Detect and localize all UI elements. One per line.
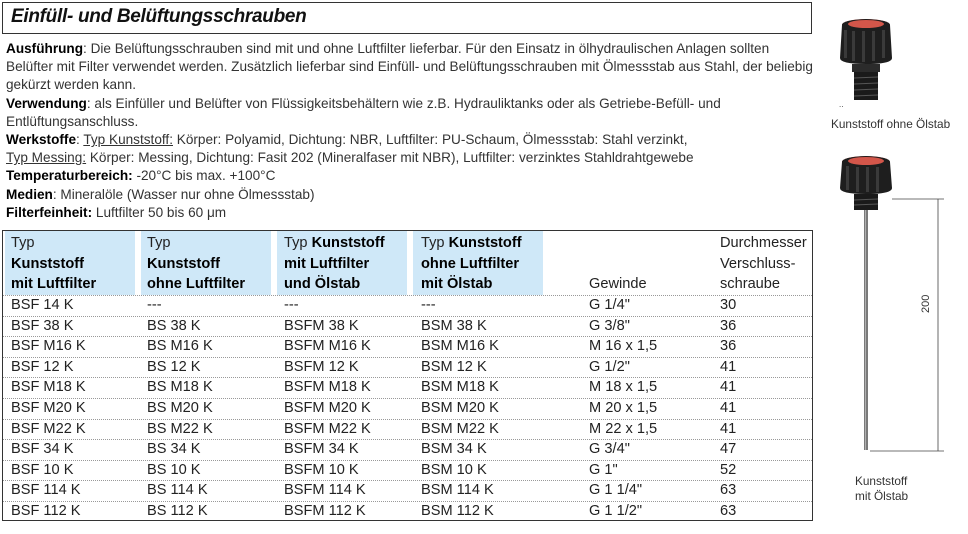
header-col-3	[284, 233, 385, 295]
table-cell: BSM M18 K	[421, 379, 499, 396]
ausfuehrung-text: : Die Belüftungsschrauben sind mit und ohne Luftfilter lieferbar. Für den Einsatz in ölhydraulischen Anlagen sollten Belüfter mit Filter verwendet werden. Zusätzlich lieferbar sind Einfüll- und Belüftungsschrauben mit Ölmessstab aus Stahl, der beliebig gekürzt werden kann.	[6, 41, 813, 93]
table-cell: BSF 12 K	[11, 358, 74, 375]
table-cell: M 18 x 1,5	[589, 379, 658, 396]
table-cell: BS 12 K	[147, 358, 201, 375]
header-col-1	[11, 233, 96, 295]
werkstoffe-sep: :	[76, 132, 84, 148]
table-cell: BSF 10 K	[11, 461, 74, 478]
header-1-l1: Typ	[11, 235, 35, 251]
table-cell: G 3/8"	[589, 317, 630, 334]
verwendung-label: Verwendung	[6, 95, 87, 111]
table-cell: BS M16 K	[147, 338, 213, 355]
header-col-2	[147, 233, 245, 295]
table-cell: BSF 34 K	[11, 441, 74, 458]
table-cell: ---	[147, 297, 162, 313]
table-cell: BSFM M22 K	[284, 420, 371, 437]
typ-messing-text: Körper: Messing, Dichtung: Fasit 202 (Mineralfaser mit NBR), Luftfilter: verzinktes Stahldrahtgewebe	[86, 150, 694, 166]
table-cell: BSF 112 K	[11, 503, 81, 519]
medien-paragraph	[6, 186, 816, 204]
filter-paragraph	[6, 204, 816, 222]
table-cell: G 1 1/4"	[589, 482, 643, 499]
header-5-l3: Gewinde	[589, 276, 647, 292]
table-cell: ---	[284, 297, 299, 313]
table-cell: 47	[720, 441, 737, 458]
table-cell: BS M22 K	[147, 420, 213, 437]
image-1-mark: ..	[839, 100, 844, 109]
table-cell: 36	[720, 317, 737, 334]
header-6-l2: Verschluss-	[720, 255, 796, 272]
image-2-caption-line-2: mit Ölstab	[855, 489, 909, 503]
table-cell: BSF M18 K	[11, 379, 86, 396]
header-6-l3: schraube	[720, 276, 781, 292]
typ-messing-paragraph	[6, 149, 816, 167]
table-cell: BSFM 112 K	[284, 503, 366, 519]
header-1-l2: Kunststoff	[11, 255, 84, 272]
table-cell: BSM 10 K	[421, 461, 487, 478]
header-col-6	[720, 233, 807, 295]
dimension-label: 200	[920, 294, 932, 313]
table-cell: BSM M20 K	[421, 400, 499, 416]
header-4-l1: Typ	[421, 235, 445, 251]
header-3-l3: und Ölstab	[284, 276, 361, 292]
header-3-l1: Typ	[284, 235, 308, 251]
table-cell: M 16 x 1,5	[589, 338, 658, 355]
header-2-l2: Kunststoff	[147, 255, 220, 272]
ausfuehrung-paragraph	[6, 40, 816, 95]
image-2-caption-line-1: Kunststoff	[855, 474, 908, 488]
table-cell: BSFM 38 K	[284, 317, 359, 334]
table-row	[3, 419, 812, 441]
table-cell: BSF 38 K	[11, 317, 74, 334]
table-row	[3, 398, 812, 420]
table-cell: BS 114 K	[147, 482, 208, 499]
table-cell: G 1 1/2"	[589, 503, 643, 519]
typ-kunststoff-text: Körper: Polyamid, Dichtung: NBR, Luftfilter: PU-Schaum, Ölmessstab: Stahl verzinkt,	[172, 132, 688, 148]
table-cell: BSF 114 K	[11, 482, 81, 499]
table-cell: BSFM M16 K	[284, 338, 371, 355]
verwendung-text: : als Einfüller und Belüfter von Flüssigkeitsbehältern wie z.B. Hydrauliktanks oder als Getriebe-Befüll- und Entlüftungsanschluss.	[6, 95, 721, 129]
header-col-5	[589, 274, 647, 295]
table-cell: BSFM 114 K	[284, 482, 366, 499]
table-row	[3, 377, 812, 399]
table-cell: BSM 12 K	[421, 358, 487, 375]
table-row	[3, 316, 812, 338]
werkstoffe-label: Werkstoffe	[6, 132, 76, 148]
table-cell: 63	[720, 503, 737, 519]
header-2-l1: Typ	[147, 235, 171, 251]
table-cell: BS 112 K	[147, 503, 208, 519]
header-3-l2: mit Luftfilter	[284, 255, 370, 272]
table-cell: 41	[720, 379, 737, 396]
table-cell: 41	[720, 400, 737, 416]
table-cell: BS M18 K	[147, 379, 213, 396]
table-cell: BS 10 K	[147, 461, 201, 478]
table-cell: ---	[421, 297, 436, 313]
temperatur-paragraph	[6, 167, 816, 185]
header-4-l2: ohne Luftfilter	[421, 255, 520, 272]
ausfuehrung-label: Ausführung	[6, 41, 84, 56]
werkstoffe-paragraph	[6, 131, 816, 149]
table-row	[3, 336, 812, 358]
table-cell: BSM 114 K	[421, 482, 494, 499]
header-2-l3: ohne Luftfilter	[147, 276, 246, 292]
table-cell: G 3/4"	[589, 441, 630, 458]
table-cell: BSF M22 K	[11, 420, 86, 437]
table-cell: G 1/2"	[589, 358, 630, 375]
typ-messing-label: Typ Messing:	[6, 150, 87, 166]
temperatur-text: -20°C bis max. +100°C	[132, 168, 276, 184]
table-cell: G 1/4"	[589, 297, 630, 313]
table-row	[3, 460, 812, 482]
header-4-l1b: Kunststoff	[448, 235, 522, 251]
product-table	[2, 230, 813, 521]
table-cell: BSM 38 K	[421, 317, 487, 334]
table-cell: 30	[720, 297, 737, 313]
image-1-caption: Kunststoff ohne Ölstab	[831, 117, 951, 131]
filter-text: Luftfilter 50 bis 60 μm	[92, 204, 227, 220]
medien-label: Medien	[6, 186, 53, 202]
table-cell: BSM M22 K	[421, 420, 499, 437]
table-cell: BS M20 K	[147, 400, 213, 416]
header-6-l1: Durchmesser	[720, 235, 807, 251]
header-1-l3: mit Luftfilter	[11, 276, 97, 292]
table-row	[3, 439, 812, 461]
table-row	[3, 357, 812, 379]
description	[6, 40, 816, 222]
title-bar	[2, 2, 812, 34]
table-row	[3, 295, 812, 317]
table-cell: BSM 34 K	[421, 441, 487, 458]
table-cell: BSFM 10 K	[284, 461, 359, 478]
table-cell: BSFM M18 K	[284, 379, 371, 396]
table-cell: BS 38 K	[147, 317, 201, 334]
table-cell: 36	[720, 338, 737, 355]
table-cell: BSM 112 K	[421, 503, 494, 519]
table-cell: BSFM M20 K	[284, 400, 371, 416]
medien-text: : Mineralöle (Wasser nur ohne Ölmessstab)	[52, 186, 315, 202]
table-cell: 41	[720, 358, 737, 375]
table-cell: 63	[720, 482, 737, 499]
table-cell: BSF M16 K	[11, 338, 86, 355]
filter-label: Filterfeinheit:	[6, 204, 93, 220]
table-row	[3, 501, 812, 521]
table-cell: 52	[720, 461, 737, 478]
table-cell: M 22 x 1,5	[589, 420, 658, 437]
table-cell: BS 34 K	[147, 441, 201, 458]
table-cell: 41	[720, 420, 737, 437]
table-cell: BSFM 12 K	[284, 358, 359, 375]
verwendung-paragraph	[6, 95, 816, 131]
typ-kunststoff-label: Typ Kunststoff:	[83, 132, 173, 148]
table-cell: BSF 14 K	[11, 297, 74, 313]
table-row	[3, 480, 812, 502]
header-col-4	[421, 233, 522, 295]
table-cell: BSFM 34 K	[284, 441, 359, 458]
table-cell: M 20 x 1,5	[589, 400, 658, 416]
header-3-l1b: Kunststoff	[311, 235, 385, 251]
product-image-ohne-oelstab	[838, 16, 894, 104]
table-cell: BSM M16 K	[421, 338, 499, 355]
table-cell: G 1"	[589, 461, 618, 478]
table-cell: BSF M20 K	[11, 400, 86, 416]
page-title: Einfüll- und Belüftungsschrauben	[11, 6, 307, 27]
header-4-l3: mit Ölstab	[421, 276, 493, 292]
temperatur-label: Temperaturbereich:	[6, 168, 133, 184]
